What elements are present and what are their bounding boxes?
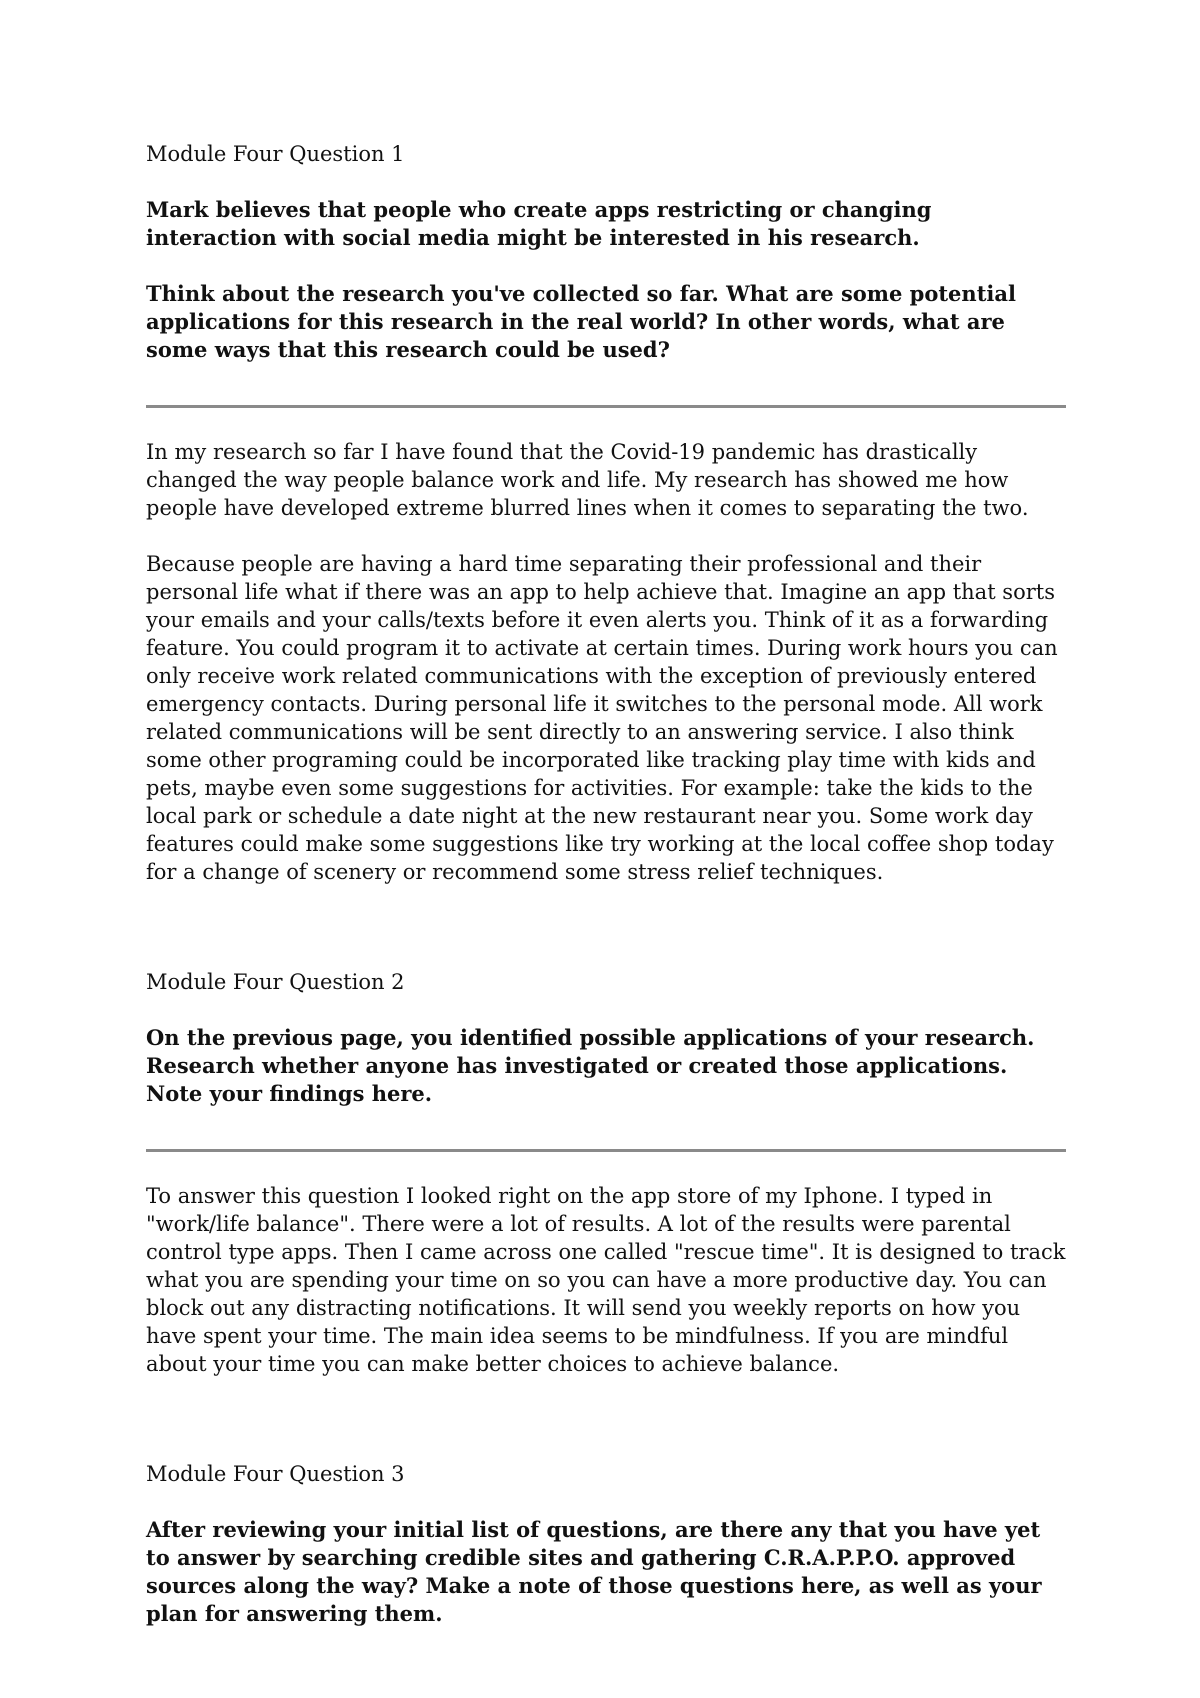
q2-prompt-paragraph-1: On the previous page, you identified possible applications of your research. Research whether anyone has investigated or created those applications. Note your findings here. <box>146 1025 1035 1106</box>
document-page <box>146 140 1066 1628</box>
q1-heading: Module Four Question 1 <box>146 142 405 166</box>
q1-answer-paragraph-1: In my research so far I have found that the Covid-19 pandemic has drastically changed the way people balance work and life. My research has showed me how people have developed extreme blurred lines when it comes to separating the two. <box>146 440 1029 520</box>
q1-answer-paragraph-2: Because people are having a hard time separating their professional and their personal life what if there was an app to help achieve that. Imagine an app that sorts your emails and your calls/texts before it even alerts you. Think of it as a forwarding feature. You could program it to activate at certain times. During work hours you can only receive work related communications with the exception of previously entered emergency contacts. During personal life it switches to the personal mode. All work related communications will be sent directly to an answering service. I also think some other programing could be incorporated like tracking play time with kids and pets, maybe even some suggestions for activities. For example: take the kids to the local park or schedule a date night at the new restaurant near you. Some work day features could make some suggestions like try working at the local coffee shop today for a change of scenery or recommend some stress relief techniques. <box>146 552 1058 884</box>
q1-prompt-paragraph-1: Mark believes that people who create apps restricting or changing interaction with social media might be interested in his research. <box>146 197 932 250</box>
q2-answer-paragraph-1: To answer this question I looked right on the app store of my Iphone. I typed in "work/life balance". There were a lot of results. A lot of the results were parental control type apps. Then I came across one called "rescue time". It is designed to track what you are spending your time on so you can have a more productive day. You can block out any distracting notifications. It will send you weekly reports on how you have spent your time. The main idea seems to be mindfulness. If you are mindful about your time you can make better choices to achieve balance. <box>146 1184 1066 1376</box>
q3-prompt-paragraph-1: After reviewing your initial list of questions, are there any that you have yet to answer by searching credible sites and gathering C.R.A.P.P.O. approved sources along the way? Make a note of those questions here, as well as your plan for answering them. <box>146 1517 1042 1626</box>
q2-heading: Module Four Question 2 <box>146 970 405 994</box>
q1-prompt-paragraph-2: Think about the research you've collected so far. What are some potential applications for this research in the real world? In other words, what are some ways that this research could be used? <box>146 281 1016 362</box>
q3-heading: Module Four Question 3 <box>146 1462 405 1486</box>
